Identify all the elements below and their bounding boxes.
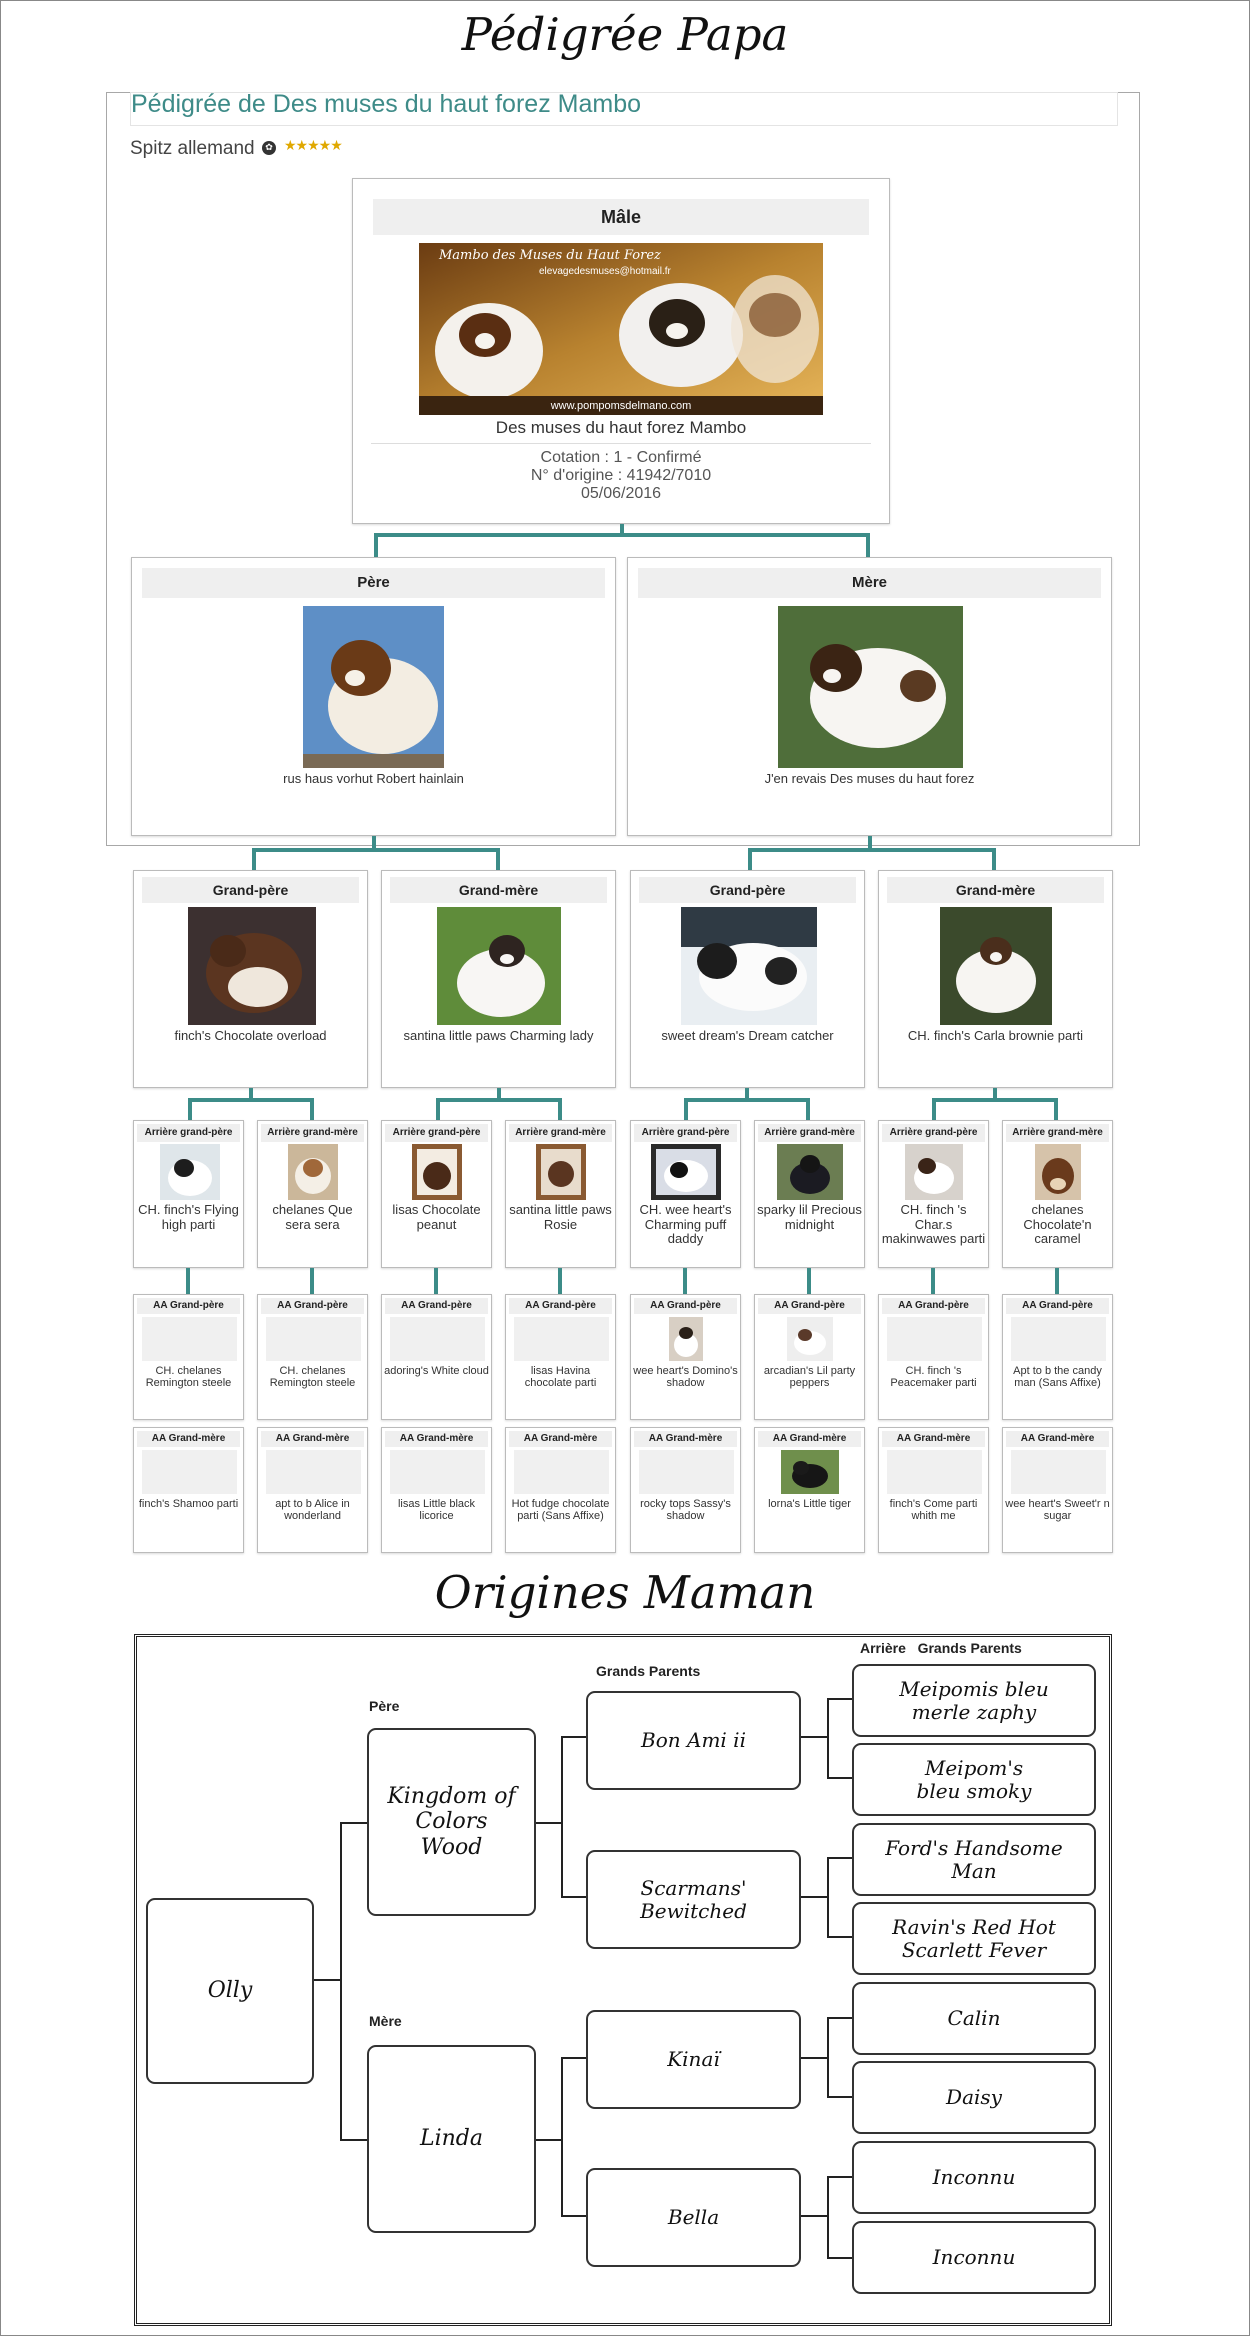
tree-line (827, 2017, 829, 2097)
connector (1055, 1268, 1059, 1294)
great-grandparent-header: Arrière grand-mère (1006, 1124, 1109, 1142)
photo-placeholder (142, 1317, 237, 1361)
aa-header: AA Grand-mère (137, 1431, 240, 1447)
tree-line (561, 2215, 587, 2217)
male-header: Mâle (373, 199, 869, 235)
great-grandparent-card (505, 1120, 616, 1268)
photo-placeholder (142, 1450, 237, 1494)
aa-photo[interactable] (787, 1317, 833, 1361)
grandparent-name[interactable]: sweet dream's Dream catcher (661, 1028, 834, 1043)
dog-photo-graphic (781, 1450, 839, 1494)
parent-header: Père (142, 568, 605, 598)
tree-line (561, 1736, 587, 1738)
aa-grandpere-card (878, 1294, 989, 1420)
dog-photo-graphic (681, 907, 817, 1025)
tree-line (340, 1822, 368, 1824)
great-grandparent-name[interactable]: chelanes Que sera sera (272, 1202, 353, 1232)
dog-photo-graphic (905, 1144, 963, 1200)
dog-photo-graphic (188, 907, 316, 1025)
grandparent-name[interactable]: CH. finch's Carla brownie parti (907, 1028, 1084, 1043)
great-grandparent-name[interactable]: santina little paws Rosie (509, 1202, 612, 1232)
breed-label[interactable]: Spitz allemand (130, 138, 255, 159)
aa-grandpere-card (754, 1294, 865, 1420)
mere-box[interactable]: Linda (367, 2045, 536, 2233)
great-grandparent-photo[interactable] (1035, 1144, 1081, 1200)
label-pere: Père (369, 1698, 400, 1714)
aa-header: AA Grand-mère (882, 1431, 985, 1447)
aa-name[interactable]: arcadian's Lil party peppers (763, 1365, 856, 1390)
photo-placeholder (639, 1450, 734, 1494)
title-origines-maman: Origines Maman (434, 1566, 816, 1619)
tree-line (827, 2096, 853, 2098)
tree-line (827, 2017, 853, 2019)
grandparent-header: Grand-père (142, 877, 359, 903)
label-grands-parents: Grands Parents (596, 1663, 701, 1679)
dog-photo-graphic (536, 1144, 586, 1200)
aa-photo[interactable] (781, 1450, 839, 1494)
male-card (352, 178, 890, 524)
great-grandparent-name[interactable]: sparky lil Precious midnight (757, 1202, 862, 1232)
grandparent-photo[interactable] (681, 907, 817, 1025)
male-photo-email: elevagedesmuses@hotmail.fr (539, 266, 671, 277)
connector (558, 1268, 562, 1294)
aa-header: AA Grand-mère (758, 1431, 861, 1447)
aa-grandpere-card (257, 1294, 368, 1420)
great-grandparent-header: Arrière grand-père (137, 1124, 240, 1142)
connector (436, 1098, 562, 1102)
aa-grandmere-card (754, 1427, 865, 1553)
grandparent-box[interactable]: Kinaï (586, 2010, 801, 2109)
great-grandparent-box[interactable]: Meipom's bleu smoky (852, 1743, 1096, 1816)
aa-name[interactable]: finch's Come parti whith me (889, 1498, 978, 1523)
parent-header: Mère (638, 568, 1101, 598)
tree-line (827, 1857, 853, 1859)
aa-header: AA Grand-mère (385, 1431, 488, 1447)
aa-grandpere-card (630, 1294, 741, 1420)
connector (252, 848, 500, 852)
dog-photo-graphic (412, 1144, 462, 1200)
great-grandparent-name[interactable]: CH. wee heart's Charming puff daddy (639, 1202, 732, 1247)
connector (1054, 1098, 1058, 1120)
aa-grandmere-card (505, 1427, 616, 1553)
grandparent-header: Grand-père (639, 877, 856, 903)
connector (684, 1098, 810, 1102)
aa-name[interactable]: apt to b Alice in wonderland (275, 1498, 350, 1523)
grandparent-photo[interactable] (188, 907, 316, 1025)
male-cotation: Cotation : 1 - Confirmé (540, 449, 702, 466)
male-photo-title: Mambo des Muses du Haut Forez (439, 248, 661, 263)
great-grandparent-photo[interactable] (288, 1144, 338, 1200)
connector (748, 848, 752, 870)
connector (186, 1268, 190, 1294)
great-grandparent-box[interactable]: Inconnu (852, 2141, 1096, 2214)
tree-line (827, 1857, 829, 1937)
great-grandparent-box[interactable]: Daisy (852, 2061, 1096, 2134)
aa-header: AA Grand-père (882, 1298, 985, 1314)
aa-name[interactable]: finch's Shamoo parti (138, 1498, 239, 1510)
tree-line (800, 1736, 828, 1738)
great-grandparent-photo[interactable] (536, 1144, 586, 1200)
connector (310, 1098, 314, 1120)
aa-header: AA Grand-père (137, 1298, 240, 1314)
aa-header: AA Grand-mère (1006, 1431, 1109, 1447)
aa-grandmere-card (381, 1427, 492, 1553)
grandparent-name[interactable]: santina little paws Charming lady (403, 1028, 594, 1043)
photo-placeholder (514, 1450, 609, 1494)
tree-line (340, 2139, 368, 2141)
tree-line (313, 1979, 341, 1981)
tree-line (827, 2176, 853, 2178)
dog-photo-graphic (288, 1144, 338, 1200)
grandparent-card (133, 870, 368, 1088)
paw-badge-icon: ✿ (262, 141, 276, 155)
connector (806, 1098, 810, 1120)
pere-box[interactable]: Kingdom of Colors Wood (367, 1728, 536, 1916)
great-grandparent-box[interactable]: Calin (852, 1982, 1096, 2055)
great-grandparent-header: Arrière grand-père (385, 1124, 488, 1142)
dog-photo-graphic (437, 907, 561, 1025)
parent-card-mere (627, 557, 1112, 836)
great-grandparent-box[interactable]: Meipomis bleu merle zaphy (852, 1664, 1096, 1737)
aa-header: AA Grand-père (1006, 1298, 1109, 1314)
aa-name[interactable]: Hot fudge chocolate parti (Sans Affixe) (511, 1498, 610, 1523)
connector (932, 1098, 936, 1120)
great-grandparent-card (257, 1120, 368, 1268)
parent-photo[interactable] (778, 606, 963, 768)
dog-photo-graphic (787, 1317, 833, 1361)
aa-grandmere-card (257, 1427, 368, 1553)
great-grandparent-header: Arrière grand-père (882, 1124, 985, 1142)
connector (436, 1098, 440, 1120)
parent-name[interactable]: rus haus vorhut Robert hainlain (283, 771, 464, 786)
aa-grandpere-card (1002, 1294, 1113, 1420)
photo-placeholder (514, 1317, 609, 1361)
aa-name[interactable]: rocky tops Sassy's shadow (640, 1498, 731, 1523)
tree-line (827, 1698, 829, 1778)
great-grandparent-header: Arrière grand-mère (261, 1124, 364, 1142)
dog-photo-graphic (778, 606, 963, 768)
aa-photo[interactable] (669, 1317, 703, 1361)
aa-name[interactable]: wee heart's Sweet'r n sugar (1005, 1498, 1110, 1523)
photo-placeholder (390, 1317, 485, 1361)
tree-line (827, 1936, 853, 1938)
tree-line (561, 1896, 587, 1898)
aa-name[interactable]: lisas Little black licorice (397, 1498, 476, 1523)
tree-line (536, 2139, 562, 2141)
aa-grandmere-card (1002, 1427, 1113, 1553)
male-date: 05/06/2016 (580, 485, 662, 502)
aa-name[interactable]: CH. chelanes Remington steele (145, 1365, 232, 1390)
aa-name[interactable]: Apt to b the candy man (Sans Affixe) (1013, 1365, 1102, 1390)
connector (310, 1268, 314, 1294)
connector (374, 533, 378, 557)
aa-name[interactable]: wee heart's Domino's shadow (633, 1365, 738, 1390)
aa-header: AA Grand-mère (509, 1431, 612, 1447)
photo-placeholder (1011, 1450, 1106, 1494)
connector (684, 1098, 688, 1120)
connector (374, 533, 870, 537)
tree-line (340, 1822, 342, 2140)
great-grandparent-box[interactable]: Ford's Handsome Man (852, 1823, 1096, 1896)
photo-placeholder (266, 1450, 361, 1494)
label-arriere-grands-parents: Arrière Grands Parents (860, 1640, 1022, 1656)
connector (932, 1098, 1058, 1102)
aa-header: AA Grand-père (758, 1298, 861, 1314)
dog-photo-graphic (651, 1144, 721, 1200)
parent-name[interactable]: J'en revais Des muses du haut forez (764, 771, 975, 786)
great-grandparent-header: Arrière grand-mère (758, 1124, 861, 1142)
great-grandparent-card (1002, 1120, 1113, 1268)
male-origine: N° d'origine : 41942/7010 (530, 467, 712, 484)
aa-header: AA Grand-père (385, 1298, 488, 1314)
tree-line (827, 2176, 829, 2258)
tree-line (561, 2057, 587, 2059)
connector (748, 848, 996, 852)
aa-header: AA Grand-père (261, 1298, 364, 1314)
great-grandparent-name[interactable]: CH. finch 's Char.s makinwawes parti (881, 1202, 986, 1247)
photo-placeholder (887, 1317, 982, 1361)
tree-line (561, 1736, 563, 1898)
tree-line (561, 2057, 563, 2217)
great-grandparent-photo[interactable] (905, 1144, 963, 1200)
aa-grandpere-card (133, 1294, 244, 1420)
tree-line (800, 2057, 828, 2059)
pedigree-heading[interactable]: Pédigrée de Des muses du haut forez Mambo (131, 90, 641, 118)
aa-name[interactable]: adoring's White cloud (384, 1365, 489, 1377)
grandparent-card (381, 870, 616, 1088)
dog-photo-graphic (1035, 1144, 1081, 1200)
connector (188, 1098, 314, 1102)
aa-name[interactable]: CH. chelanes Remington steele (269, 1365, 356, 1390)
aa-header: AA Grand-mère (634, 1431, 737, 1447)
grandparent-header: Grand-mère (887, 877, 1104, 903)
connector (434, 1268, 438, 1294)
male-photo-graphic (419, 243, 823, 415)
aa-grandpere-card (505, 1294, 616, 1420)
title-pedigree-papa: Pédigrée Papa (461, 8, 789, 61)
great-grandparent-photo[interactable] (412, 1144, 462, 1200)
connector (558, 1098, 562, 1120)
tree-line (827, 1698, 853, 1700)
great-grandparent-box[interactable]: Ravin's Red Hot Scarlett Fever (852, 1902, 1096, 1975)
parent-card-pere (131, 557, 616, 836)
rating-stars: ★★★★★ (284, 138, 342, 154)
dog-photo-graphic (303, 606, 444, 768)
grandparent-card (878, 870, 1113, 1088)
great-grandparent-photo[interactable] (777, 1144, 843, 1200)
tree-line (827, 1777, 853, 1779)
connector (992, 848, 996, 870)
grandparent-name[interactable]: finch's Chocolate overload (174, 1028, 327, 1043)
grandparent-box[interactable]: Bon Ami ii (586, 1691, 801, 1790)
male-divider (371, 443, 871, 444)
grandparent-photo[interactable] (437, 907, 561, 1025)
label-mere: Mère (369, 2013, 402, 2029)
aa-name[interactable]: lorna's Little tiger (768, 1498, 851, 1510)
aa-grandmere-card (133, 1427, 244, 1553)
dog-photo-graphic (669, 1317, 703, 1361)
grandparent-photo[interactable] (940, 907, 1052, 1025)
great-grandparent-card (754, 1120, 865, 1268)
grandparent-header: Grand-mère (390, 877, 607, 903)
connector (188, 1098, 192, 1120)
connector (807, 1268, 811, 1294)
aa-name[interactable]: lisas Havina chocolate parti (524, 1365, 597, 1390)
great-grandparent-photo[interactable] (651, 1144, 721, 1200)
great-grandparent-name[interactable]: lisas Chocolate peanut (392, 1202, 481, 1232)
male-photo[interactable] (419, 243, 823, 415)
dog-photo-graphic (160, 1144, 220, 1200)
great-grandparent-card (133, 1120, 244, 1268)
photo-placeholder (266, 1317, 361, 1361)
aa-header: AA Grand-mère (261, 1431, 364, 1447)
great-grandparent-card (878, 1120, 989, 1268)
dog-photo-graphic (777, 1144, 843, 1200)
tree-line (800, 1896, 828, 1898)
great-grandparent-box[interactable]: Inconnu (852, 2221, 1096, 2294)
aa-grandmere-card (630, 1427, 741, 1553)
great-grandparent-header: Arrière grand-père (634, 1124, 737, 1142)
great-grandparent-header: Arrière grand-mère (509, 1124, 612, 1142)
male-photo-footer: www.pompomsdelmano.com (550, 400, 692, 412)
connector (866, 533, 870, 557)
connector (931, 1268, 935, 1294)
parent-photo[interactable] (303, 606, 444, 768)
connector (252, 848, 256, 870)
photo-placeholder (1011, 1317, 1106, 1361)
tree-line (800, 2215, 828, 2217)
aa-grandpere-card (381, 1294, 492, 1420)
great-grandparent-card (630, 1120, 741, 1268)
dog-box-olly[interactable]: Olly (146, 1898, 314, 2084)
tree-line (536, 1822, 562, 1824)
male-name[interactable]: Des muses du haut forez Mambo (495, 418, 747, 437)
connector (683, 1268, 687, 1294)
dog-photo-graphic (940, 907, 1052, 1025)
tree-line (827, 2257, 853, 2259)
great-grandparent-card (381, 1120, 492, 1268)
connector (496, 848, 500, 870)
grandparent-card (630, 870, 865, 1088)
great-grandparent-name[interactable]: CH. finch's Flying high parti (138, 1202, 239, 1232)
great-grandparent-name[interactable]: chelanes Chocolate'n caramel (1023, 1202, 1092, 1247)
aa-name[interactable]: CH. finch 's Peacemaker parti (890, 1365, 977, 1390)
great-grandparent-photo[interactable] (160, 1144, 220, 1200)
photo-placeholder (390, 1450, 485, 1494)
photo-placeholder (887, 1450, 982, 1494)
aa-header: AA Grand-père (634, 1298, 737, 1314)
grandparent-box[interactable]: Bella (586, 2168, 801, 2267)
aa-header: AA Grand-père (509, 1298, 612, 1314)
aa-grandmere-card (878, 1427, 989, 1553)
grandparent-box[interactable]: Scarmans' Bewitched (586, 1850, 801, 1949)
